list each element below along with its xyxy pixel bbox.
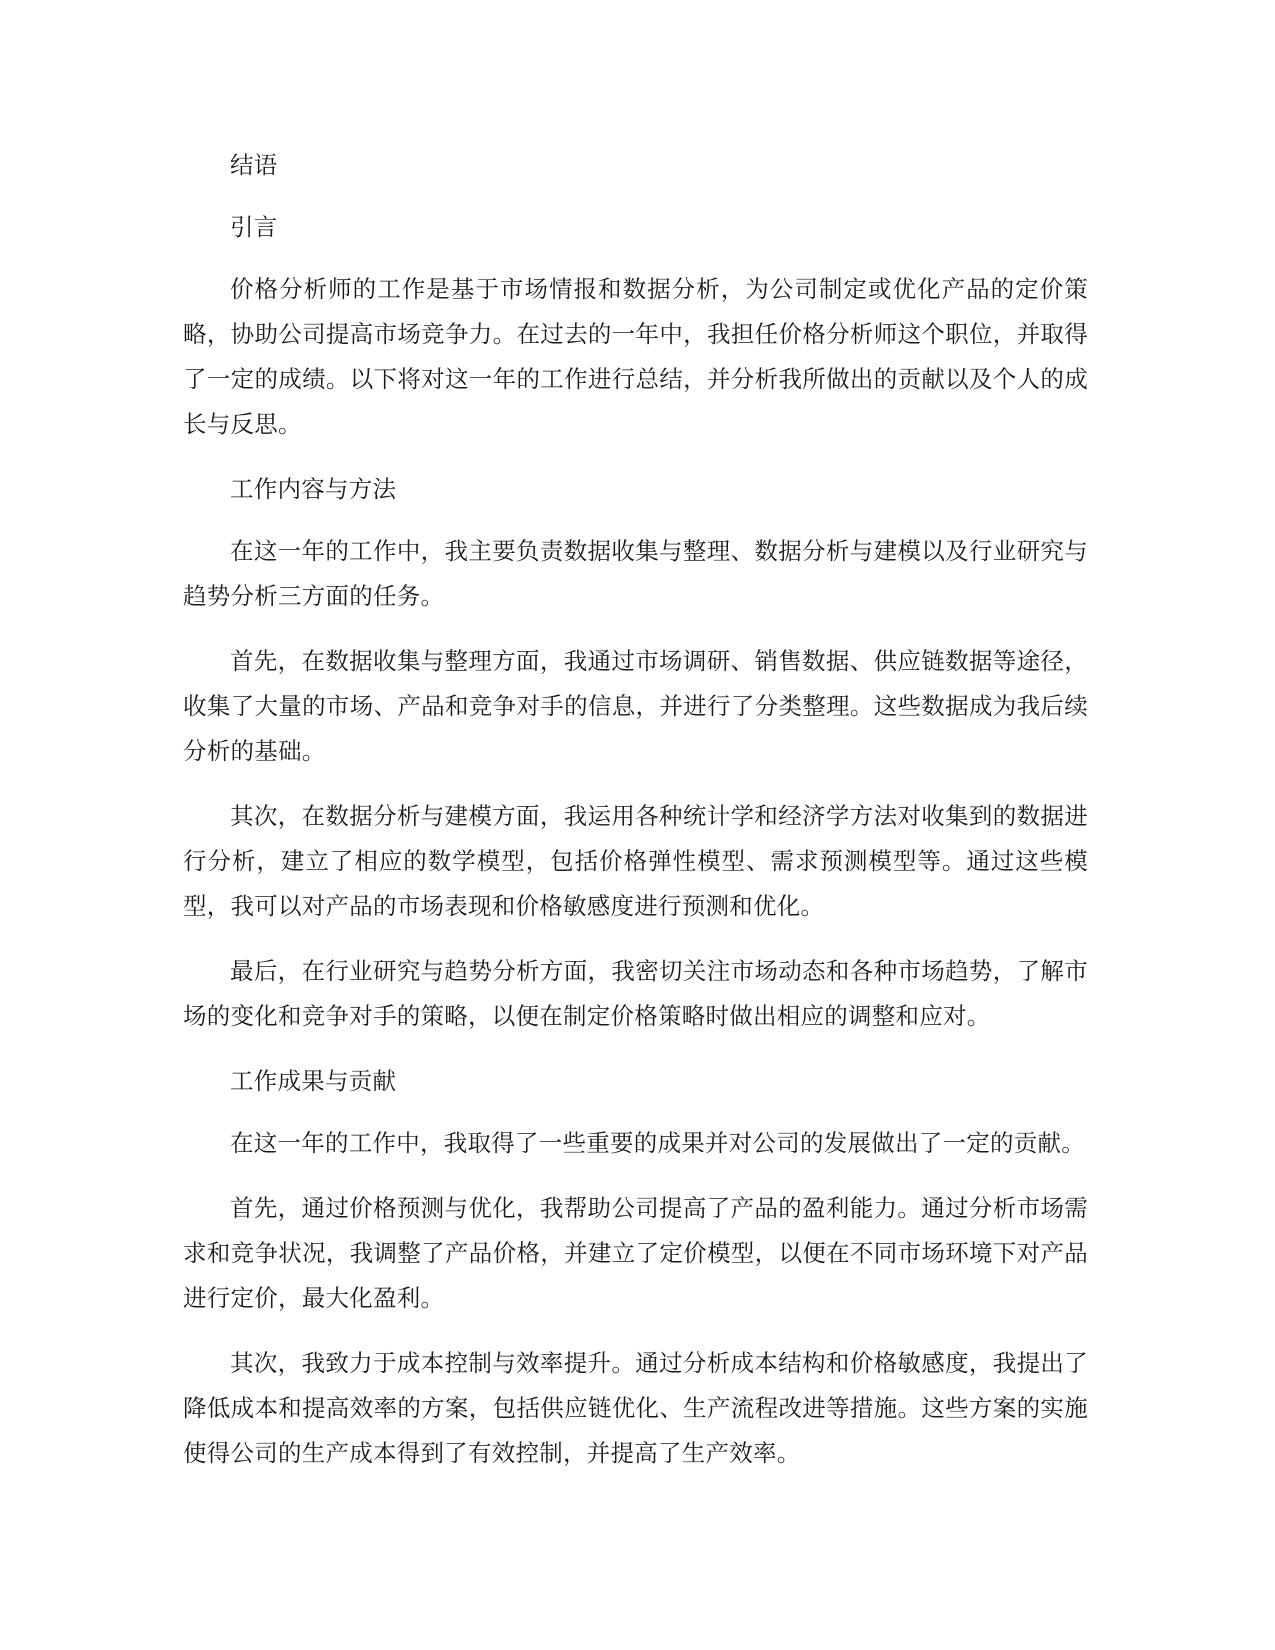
section-heading-achievements: 工作成果与贡献: [230, 1067, 397, 1095]
paragraph-pricing-optimization: 首先，通过价格预测与优化，我帮助公司提高了产品的盈利能力。通过分析市场需求和竞争状况，我调整了产品价格，并建立了定价模型，以便在不同市场环境下对产品进行定价，最大化盈利。: [183, 1194, 1088, 1312]
paragraph-intro: 价格分析师的工作是基于市场情报和数据分析，为公司制定或优化产品的定价策略，协助公司提高市场竞争力。在过去的一年中，我担任价格分析师这个职位，并取得了一定的成绩。以下将对这一年的工作进行总结，并分析我所做出的贡献以及个人的成长与反思。: [183, 275, 1088, 438]
section-heading-introduction: 引言: [230, 213, 278, 241]
paragraph-data-analysis: 其次，在数据分析与建模方面，我运用各种统计学和经济学方法对收集到的数据进行分析，建立了相应的数学模型，包括价格弹性模型、需求预测模型等。通过这些模型，我可以对产品的市场表现和价格敏感度进行预测和优化。: [183, 802, 1088, 920]
document-body: [183, 143, 1088, 1496]
paragraph-achievements-overview: 在这一年的工作中，我取得了一些重要的成果并对公司的发展做出了一定的贡献。: [230, 1129, 1085, 1157]
paragraph-work-overview: 在这一年的工作中，我主要负责数据收集与整理、数据分析与建模以及行业研究与趋势分析三方面的任务。: [183, 537, 1088, 610]
paragraph-industry-research: 最后，在行业研究与趋势分析方面，我密切关注市场动态和各种市场趋势，了解市场的变化和竞争对手的策略，以便在制定价格策略时做出相应的调整和应对。: [183, 957, 1088, 1030]
section-heading-conclusion: 结语: [230, 151, 278, 179]
paragraph-data-collection: 首先，在数据收集与整理方面，我通过市场调研、销售数据、供应链数据等途径，收集了大量的市场、产品和竞争对手的信息，并进行了分类整理。这些数据成为我后续分析的基础。: [183, 647, 1088, 765]
paragraph-cost-control: 其次，我致力于成本控制与效率提升。通过分析成本结构和价格敏感度，我提出了降低成本和提高效率的方案，包括供应链优化、生产流程改进等措施。这些方案的实施使得公司的生产成本得到了有效控制，并提高了生产效率。: [183, 1349, 1088, 1467]
section-heading-work-content: 工作内容与方法: [230, 475, 397, 503]
